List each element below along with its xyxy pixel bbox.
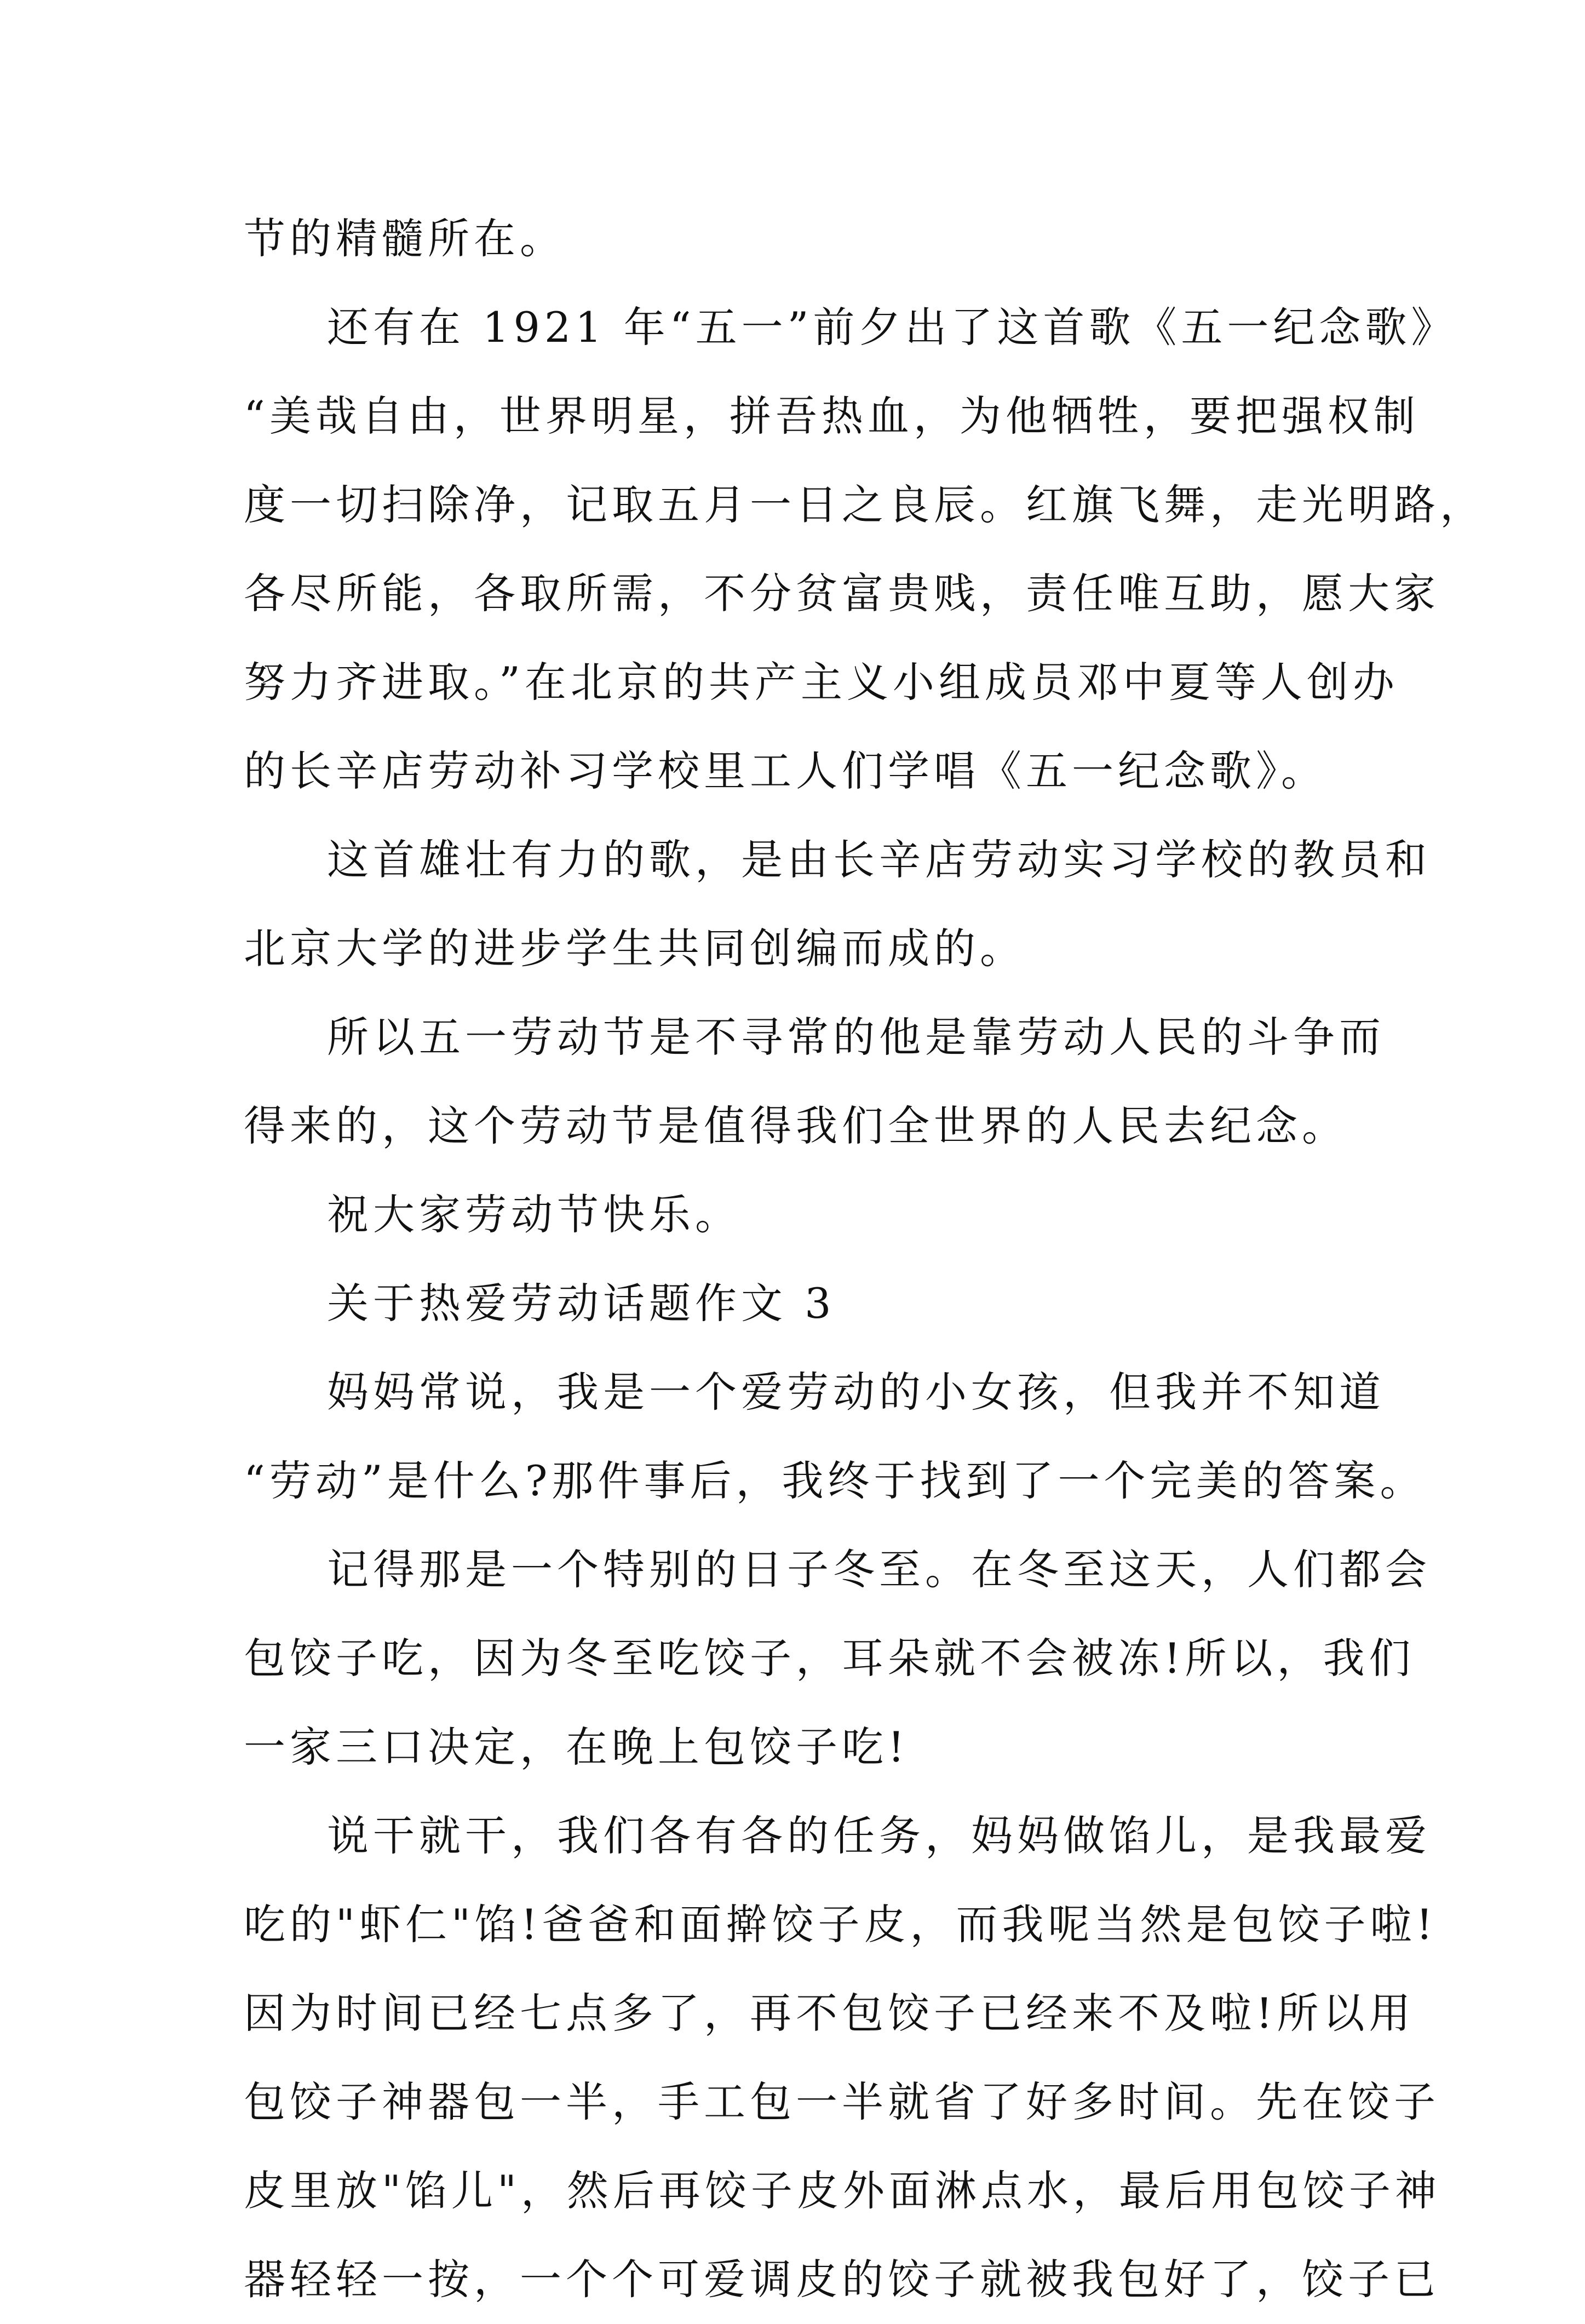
text-line: 吃的"虾仁"馅!爸爸和面擀饺子皮，而我呢当然是包饺子啦! (244, 1900, 1437, 1949)
text-line: 的长辛店劳动补习学校里工人们学唱《五一纪念歌》。 (244, 747, 1327, 795)
text-line: 祝大家劳动节快乐。 (327, 1190, 741, 1239)
text-line: 所以五一劳动节是不寻常的他是靠劳动人民的斗争而 (327, 1013, 1385, 1061)
text-line: 因为时间已经七点多了，再不包饺子已经来不及啦!所以用 (244, 1989, 1415, 2038)
text-line: “劳动”是什么?那件事后，我终于找到了一个完美的答案。 (244, 1456, 1426, 1505)
document-body (244, 194, 1486, 2324)
text-line: 包饺子神器包一半，手工包一半就省了好多时间。先在饺子 (244, 2078, 1440, 2126)
text-line: 得来的，这个劳动节是值得我们全世界的人民去纪念。 (244, 1101, 1348, 1150)
text-line: 节的精髓所在。 (244, 214, 566, 263)
text-line: 这首雄壮有力的歌，是由长辛店劳动实习学校的教员和 (327, 835, 1431, 884)
text-line: 还有在 1921 年“五一”前夕出了这首歌《五一纪念歌》 (327, 303, 1457, 352)
text-line: 各尽所能，各取所需，不分贫富贵贱，责任唯互助，愿大家 (244, 569, 1440, 618)
text-line: 一家三口决定，在晚上包饺子吃! (244, 1723, 909, 1771)
text-line: 包饺子吃，因为冬至吃饺子，耳朵就不会被冻!所以，我们 (244, 1634, 1415, 1683)
text-line: 北京大学的进步学生共同创编而成的。 (244, 924, 1026, 973)
text-line: 努力齐进取。”在北京的共产主义小组成员邓中夏等人创办 (244, 658, 1399, 707)
text-line: 记得那是一个特别的日子冬至。在冬至这天，人们都会 (327, 1545, 1431, 1594)
text-line: 度一切扫除净，记取五月一日之良辰。红旗飞舞，走光明路， (244, 480, 1486, 529)
text-line: 器轻轻一按，一个个可爱调皮的饺子就被我包好了，饺子已 (244, 2255, 1440, 2304)
text-line: 皮里放"馅儿"，然后再饺子皮外面淋点水，最后用包饺子神 (244, 2166, 1441, 2215)
text-line: 妈妈常说，我是一个爱劳动的小女孩，但我并不知道 (327, 1368, 1385, 1416)
text-line: 说干就干，我们各有各的任务，妈妈做馅儿，是我最爱 (327, 1811, 1431, 1860)
section-heading: 关于热爱劳动话题作文 3 (327, 1279, 836, 1328)
text-line: “美哉自由，世界明星，拼吾热血，为他牺牲，要把强权制 (244, 392, 1420, 440)
